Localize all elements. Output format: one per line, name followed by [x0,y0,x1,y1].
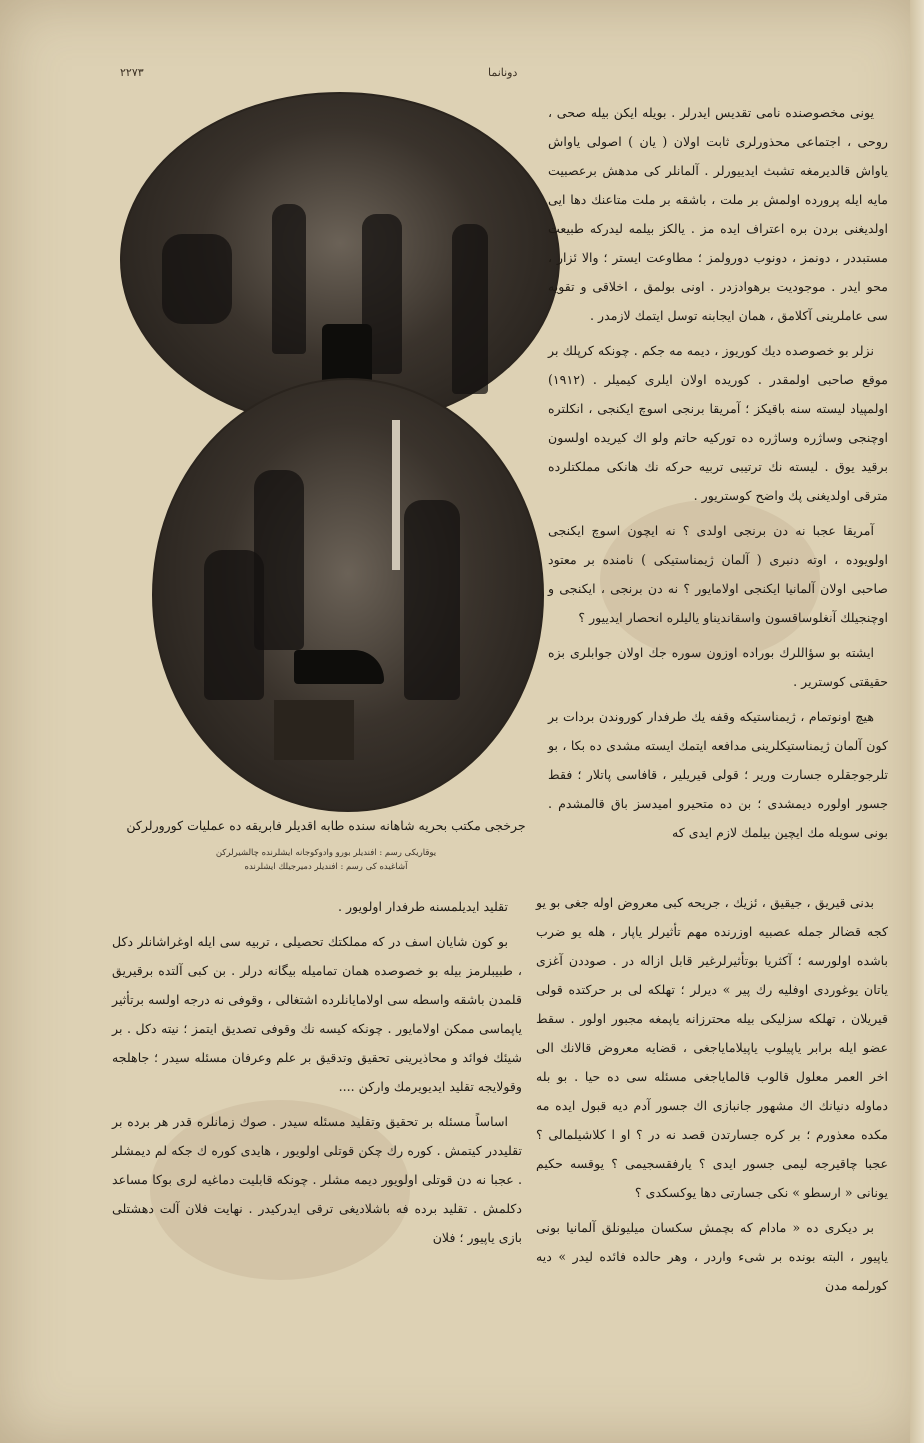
paragraph: بر دیکری ده « مادام که بچمش سکسان میلیونلق آلمانیا بونی یاپیور ، البته بونده بر شیء واردر ، وهر حالده فائده لیدر » دیه کورلمه مدن [536,1220,888,1293]
anvil [294,650,384,684]
paragraph: ایشته بو سؤاللرك بوراده اوزون سوره جك اولان جوابلری بزه حقیقتی کوستریر . [548,645,888,689]
left-column [112,892,522,1258]
page-edge [910,0,924,1443]
hammer-handle [392,420,400,570]
figure-group [162,234,232,324]
photo-blacksmith-bottom [152,378,544,812]
figure-worker [204,550,264,700]
paragraph: هیچ اونوتمام ، ژیمناستیکه وقفه یك طرفدار کوروندن بردات بر کون آلمان ژیمناستیکلرینی مدافعه ایتمك ایسته مشدی ده بکا ، بو تلرجوجقلره جسارت وریر ؛ قولی قیریلیر ، قافاسی پاتلار ؛ فقط جسور اولوره دیمشدی ؛ بن ده متحیرو امیدسز باق قالمشدم . بونی سویله مك ایچین بیلمك لازم ایدی که [548,709,888,840]
photo-caption: جرخجی مکتب بحریه شاهانه سنده طابه اقدیلر فابریقه ده عملیات کورورلرکن [126,818,526,833]
paragraph: تقلید ایدیلمسنه طرفدار اولویور . [337,899,508,914]
paragraph: بدنی قیریق ، جیقیق ، ئزیك ، جریحه کبی معروض اوله جغی بو یو کجه قضالر جمله عصبیه اوزرنده مهم تأثیرلر یاپار ، هله یو ضرب باشده اولورسه ؛ آکثریا بوتأثیرلرغیر قابل ازاله در . صوددن آغزی یاتان یوغوردی اوفلیه رك پیر » دیرلر ؛ تهلکه لی بر حرکتده قولی قیریلان ، تهلکه سزلیکی بیله محترزانه یاپمغه مجبور اولور . سقط عضو ایله برابر یاپیلوب یاپیلامایاجغی ، قضایه معروض قالانك الی اخر العمر معلول قالوب قالمایاجغی مسئله سی ده حیا . بو بله دماوله دنیانك اك مشهور جانبازی اك جسور آدم دیه قبول ایده مه مکده معذورم ؛ بر کره جسارتدن قصد نه در ؟ او ا کلاشیلمالی ؟ عجبا چاقیرجه لیمی جسور ایدی ؟ یارفقسجیمی ؟ یوقسه حکیم یونانی « ارسطو » نکی جسارتی دها یوکسکدی ؟ [536,895,888,1200]
figure-worker [404,500,460,700]
paragraph: اساساً مسئله بر تحقیق وتقلید مسئله سیدر . صوك زمانلره قدر هر برده بر تقلیددر کیتمش . کوره رك چکن قوتلی اولویور ، هایدی کوره ك جکه لم دیمشلر . عجبا نه دن قوتلی اولویور دیمه مشلر . چونکه قابلیت دماغیه لری بوکا مساعد دکلمش . تقلید برده فه باشلادیغی ترقی ایدرکیدر . نهایت فلان آلت دهشتلی بازی یاپیور ؛ فلان [112,1114,522,1245]
paragraph: یونی مخصوصنده نامی تقدیس ایدرلر . بویله ایکن بیله صحی ، روحی ، اجتماعی محذورلری ثابت اولان ( یان ) اصولی یاواش یاواش قالدیرمغه تشبث ایدییورلر . آلمانلر کی مدهش برعصبیت مایه ایله پرورده اولمش بر ملت ، باشقه بر ملت متاعنك دها ایی اولدیغنی بردن بره اعتراف ایده مز . یالکز بیلمه لیدرکه طبیعت مستبددر ، دونمز ، دونوب دورولمز ؛ مطاوعت ایستر ؛ والا ئزار ، محو ایدر . موجودیت برهوادزدر . اونی بولمق ، اخلاقی و تقویه سی عاملرینی آکلامق ، همان ایجابنه توسل ایتمك لازمدر . [548,105,888,323]
paragraph: آمریقا عجبا نه دن برنجی اولدی ؟ نه ایچون اسوچ ایکنجی اولویوده ، اوته دنبری ( آلمان ژیمناستیکی ) نامنده بر معتود صاحبی اولان آلمانیا ایکنجی اولامایور ؟ نه دن برنجی ، ایکنجی و اوچنجیلك آنغلوساقسون واسقاندیناو یالیلره انحصار ایدییور ؟ [548,523,888,625]
figure-worker [272,204,306,354]
credit-line: یوقاریکی رسم : افندیلر بورو وادوکوجانه ایشلرنده چالشیرلرکن [215,848,437,858]
right-column-bottom [536,888,888,1306]
photo-credits [112,846,540,874]
page-number: ۲۲۷۳ [120,66,144,79]
credit-line: آشاغیده کی رسم : افندیلر دمیرجیلك ایشلرنده [244,862,408,872]
right-column [548,98,888,853]
anvil-block [274,700,354,760]
paragraph: نزلر بو خصوصده دیك كوریوز ، دیمه مه جکم . چونکه کرپلك بر موقع صاحبی اولمقدر . کوریده اولان ایلری کیمیلر . (۱۹۱۲) اولمپیاد لیسته سنه باقیکز ؛ آمریقا برنجی اسوچ ایکنجی ، انکلتره اوچنجی وساژره وساژره ده تورکیه حاتم ولو اك کیریده اولسون برقید یوق . لیسته نك ترتیبی تربیه حرکه نك هانکی مملکتلرده مترقی اولدیغنی پك واضح کوستریور . [548,343,888,503]
running-title: دونانما [488,66,518,79]
figure-worker [452,224,488,394]
paragraph: بو کون شایان اسف در که مملکتك تحصیلی ، تربیه سی ایله اوغراشانلر دکل ، طبیبلرمز بیله بو خصوصده همان تمامیله بیگانه درلر . بن کبی آلتده برقیریق قلمدن باشقه واسطه سی اولامایانلرده اشتغالی ، وقوفی نه درجه اولسه برتأثیر یاپماسی ممکن اولامایور . چونکه کیسه نك وقوفی تصدیق ایتمز ؛ نیته دکل . بر شیئك فوائد و محاذیرینی تحقیق وتدقیق بر علم وعرفان مسئله سیدر ؛ جاهلجه وقولایجه تقلید ایدیویرمك وارکن .... [112,934,522,1094]
